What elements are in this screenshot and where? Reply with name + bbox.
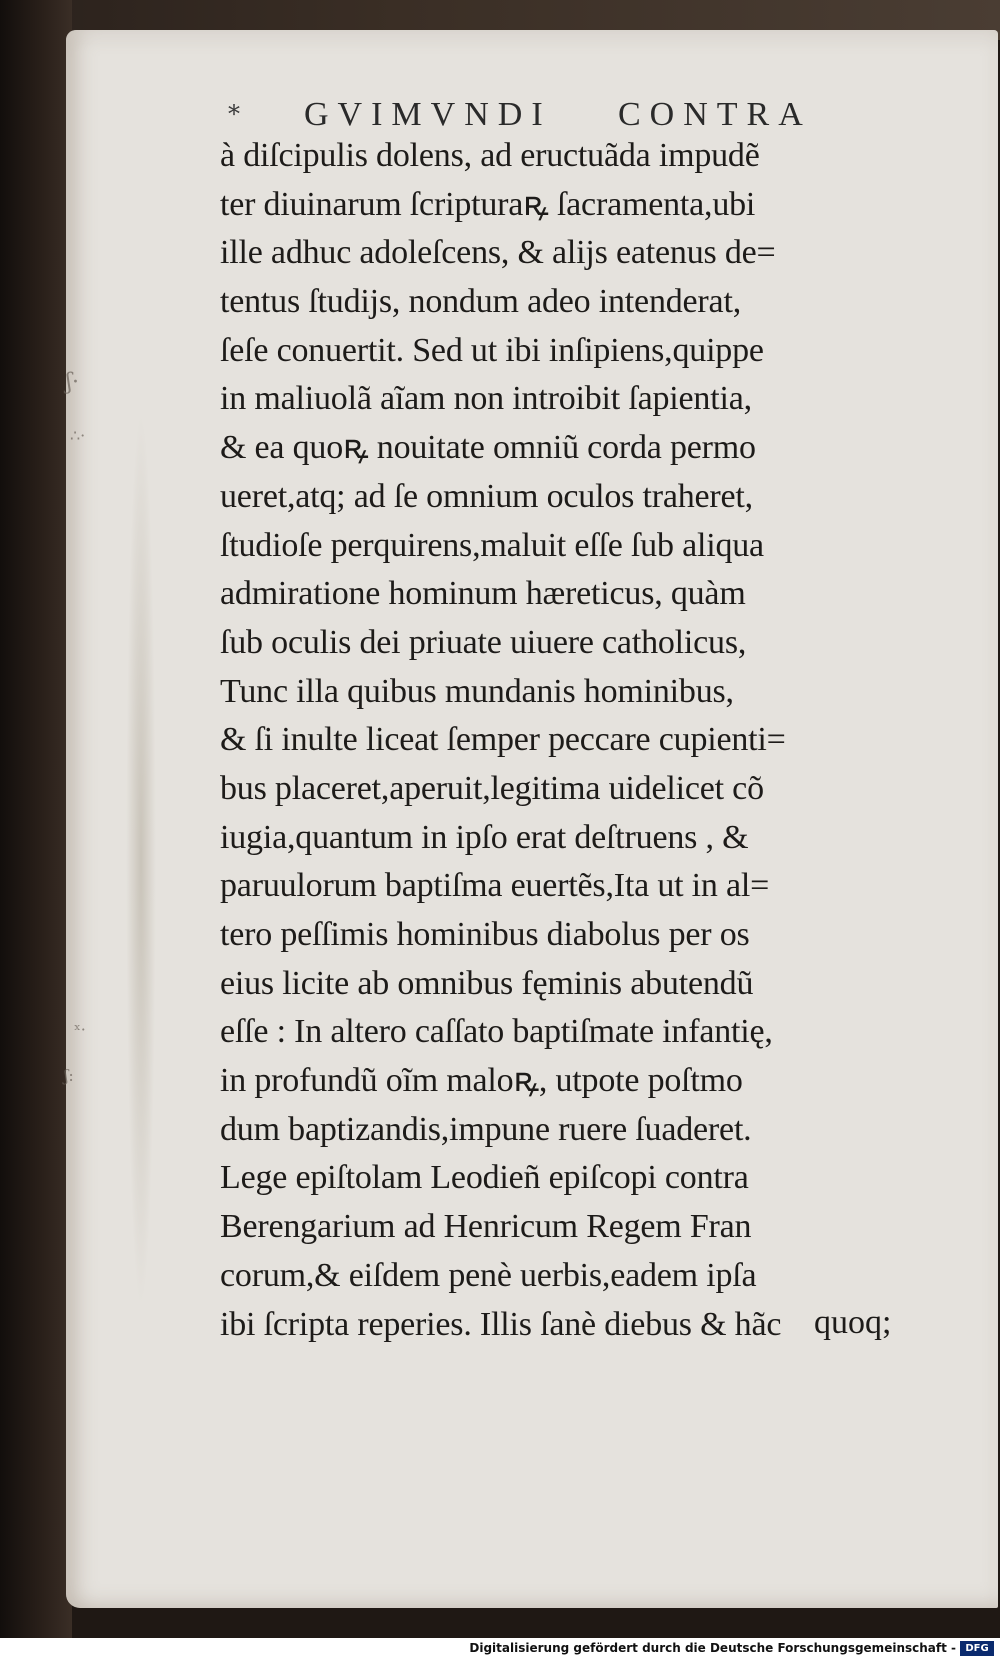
- text-line: corum,& eiſdem penè uerbis,eadem ipſa: [220, 1256, 757, 1294]
- text-line: ſub oculis dei priuate uiuere catholicus,: [220, 623, 747, 661]
- text-line: eius licite ab omnibus fęminis abutendũ: [220, 964, 754, 1002]
- text-line: & ſi inulte liceat ſemper peccare cupienti=: [220, 721, 786, 759]
- text-line: admiratione hominum hæreticus, quàm: [220, 575, 746, 613]
- paper-stain: [126, 410, 156, 1310]
- digitization-credit: Digitalisierung gefördert durch die Deutsche Forschungsgemeinschaft -: [469, 1641, 956, 1655]
- text-line: Lege epiſtolam Leodieñ epiſcopi contra: [220, 1159, 749, 1197]
- text-line: eſſe : In altero caſſato baptiſmate infantię,: [220, 1013, 773, 1051]
- header-title-right: CONTRA: [618, 96, 812, 133]
- footer-strip: [0, 1638, 1000, 1660]
- text-line: & ea quoꝶ nouitate omniũ corda permo: [220, 429, 756, 467]
- text-line: Tunc illa quibus mundanis hominibus,: [220, 672, 734, 710]
- margin-mark: ʃ:: [64, 1066, 74, 1085]
- text-block: [220, 132, 940, 1349]
- margin-mark: ˣ·: [74, 1020, 86, 1039]
- text-line: ter diuinarum ſcripturaꝶ ſacramenta,ubi: [220, 185, 756, 223]
- text-line: dum baptizandis,impune ruere ſuaderet.: [220, 1110, 752, 1148]
- text-line: ille adhuc adoleſcens, & alijs eatenus de=: [220, 234, 776, 272]
- text-line: ſeſe conuertit. Sed ut ibi inſipiens,quippe: [220, 331, 764, 369]
- text-line: tero peſſimis hominibus diabolus per os: [220, 916, 750, 953]
- text-line: iugia,quantum in ipſo erat deſtruens , &: [220, 818, 749, 856]
- text-line: tentus ſtudijs, nondum adeo intenderat,: [220, 283, 741, 321]
- text-line: in profundũ oĩm maloꝶ, utpote poſtmo: [220, 1062, 743, 1100]
- text-line: Berengarium ad Henricum Regem Fran: [220, 1208, 752, 1246]
- text-line: ibi ſcripta reperies. Illis ſanè diebus & hãc: [220, 1305, 782, 1343]
- text-line: in maliuolã aĩam non introibit ſapientia,: [220, 380, 752, 418]
- text-line: bus placeret,aperuit,legitima uidelicet cõ: [220, 769, 764, 807]
- catchword: quoq;: [814, 1304, 892, 1341]
- header-ornament: *: [228, 100, 240, 128]
- text-line: paruulorum baptiſma euertẽs,Ita ut in al=: [220, 867, 770, 905]
- text-line: ueret,atq; ad ſe omnium oculos traheret,: [220, 477, 753, 515]
- dfg-logo: DFG: [960, 1641, 994, 1656]
- text-line: à diſcipulis dolens, ad eructuãda impudẽ: [220, 137, 760, 174]
- margin-mark: ʃ·: [66, 370, 79, 395]
- header-title-left: GVIMVNDI: [304, 96, 552, 133]
- margin-mark: ∴·: [70, 426, 86, 445]
- scan-backdrop-left: [0, 0, 72, 1660]
- text-line: ſtudioſe perquirens,maluit eſſe ſub aliqua: [220, 526, 764, 564]
